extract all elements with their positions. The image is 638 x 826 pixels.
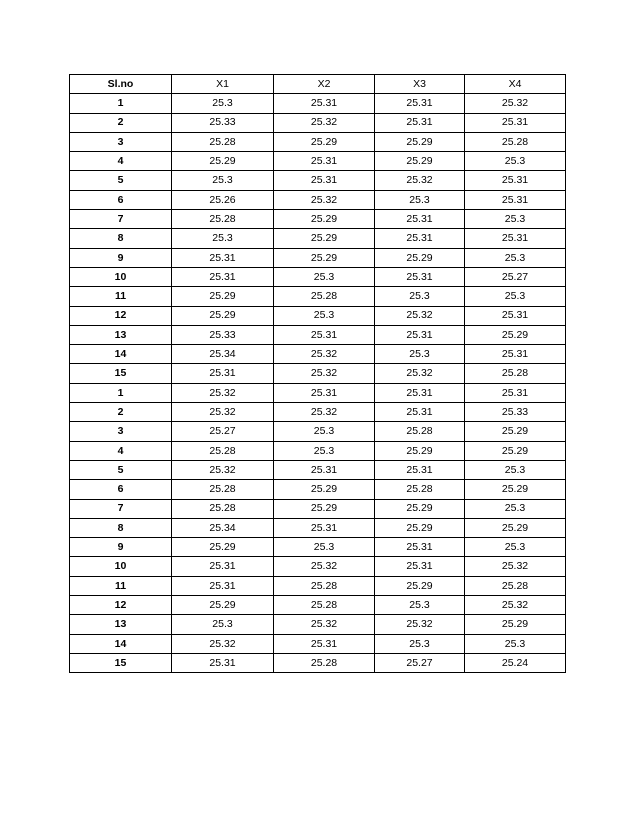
table-cell-x3: 25.31 — [375, 538, 465, 557]
table-cell-slno: 6 — [70, 190, 172, 209]
table-cell-x4: 25.31 — [465, 229, 566, 248]
table-cell-x1: 25.29 — [172, 596, 274, 615]
table-cell-x3: 25.31 — [375, 210, 465, 229]
table-cell-x4: 25.31 — [465, 345, 566, 364]
table-cell-x2: 25.29 — [274, 499, 375, 518]
table-cell-x3: 25.29 — [375, 518, 465, 537]
table-cell-x1: 25.31 — [172, 557, 274, 576]
table-row — [70, 306, 566, 325]
table-cell-x3: 25.3 — [375, 596, 465, 615]
table-cell-x3: 25.3 — [375, 345, 465, 364]
table-cell-slno: 12 — [70, 596, 172, 615]
table-cell-x3: 25.31 — [375, 325, 465, 344]
table-cell-x2: 25.3 — [274, 538, 375, 557]
table-cell-x2: 25.31 — [274, 383, 375, 402]
table-row — [70, 325, 566, 344]
table-cell-x3: 25.32 — [375, 306, 465, 325]
table-cell-slno: 2 — [70, 403, 172, 422]
table-row — [70, 422, 566, 441]
column-header-x3: X3 — [375, 75, 465, 94]
table-cell-x3: 25.31 — [375, 460, 465, 479]
column-header-slno: Sl.no — [70, 75, 172, 94]
table-cell-x2: 25.31 — [274, 634, 375, 653]
table-cell-x1: 25.29 — [172, 538, 274, 557]
table-cell-x1: 25.32 — [172, 383, 274, 402]
column-header-x1: X1 — [172, 75, 274, 94]
table-cell-x4: 25.31 — [465, 171, 566, 190]
table-cell-x3: 25.29 — [375, 132, 465, 151]
table-cell-slno: 9 — [70, 248, 172, 267]
table-cell-x1: 25.32 — [172, 460, 274, 479]
table-cell-x4: 25.29 — [465, 518, 566, 537]
table-row — [70, 538, 566, 557]
table-row — [70, 113, 566, 132]
table-cell-x4: 25.29 — [465, 422, 566, 441]
table-cell-x1: 25.27 — [172, 422, 274, 441]
table-cell-x2: 25.28 — [274, 576, 375, 595]
table-cell-x2: 25.32 — [274, 364, 375, 383]
table-cell-x4: 25.29 — [465, 325, 566, 344]
table-cell-x1: 25.3 — [172, 229, 274, 248]
table-cell-x1: 25.3 — [172, 615, 274, 634]
table-cell-x1: 25.26 — [172, 190, 274, 209]
table-cell-x2: 25.31 — [274, 518, 375, 537]
table-cell-x4: 25.3 — [465, 248, 566, 267]
table-cell-slno: 9 — [70, 538, 172, 557]
table-cell-slno: 7 — [70, 499, 172, 518]
table-cell-x3: 25.31 — [375, 403, 465, 422]
table-cell-x1: 25.33 — [172, 325, 274, 344]
table-cell-slno: 1 — [70, 383, 172, 402]
table-row — [70, 152, 566, 171]
table-row — [70, 653, 566, 672]
table-row — [70, 248, 566, 267]
table-cell-x3: 25.29 — [375, 248, 465, 267]
table-row — [70, 132, 566, 151]
table-cell-x3: 25.31 — [375, 94, 465, 113]
table-row — [70, 596, 566, 615]
table-row — [70, 287, 566, 306]
table-row — [70, 267, 566, 286]
table-row — [70, 557, 566, 576]
table-cell-slno: 14 — [70, 345, 172, 364]
table-cell-x2: 25.3 — [274, 422, 375, 441]
table-cell-x3: 25.27 — [375, 653, 465, 672]
table-cell-x2: 25.29 — [274, 210, 375, 229]
table-cell-x1: 25.29 — [172, 306, 274, 325]
table-cell-x2: 25.31 — [274, 152, 375, 171]
table-cell-x4: 25.32 — [465, 94, 566, 113]
table-cell-x2: 25.28 — [274, 653, 375, 672]
table-cell-x4: 25.32 — [465, 557, 566, 576]
table-cell-x1: 25.31 — [172, 267, 274, 286]
table-cell-x1: 25.31 — [172, 364, 274, 383]
table-cell-slno: 3 — [70, 132, 172, 151]
table-header-row — [70, 75, 566, 94]
table-cell-x2: 25.32 — [274, 113, 375, 132]
table-cell-x4: 25.29 — [465, 480, 566, 499]
table-cell-slno: 13 — [70, 615, 172, 634]
table-cell-x4: 25.31 — [465, 383, 566, 402]
table-cell-x4: 25.3 — [465, 152, 566, 171]
table-cell-x1: 25.34 — [172, 518, 274, 537]
table-row — [70, 190, 566, 209]
table-cell-slno: 8 — [70, 518, 172, 537]
table-cell-x2: 25.32 — [274, 557, 375, 576]
table-cell-x2: 25.28 — [274, 287, 375, 306]
table-cell-x1: 25.3 — [172, 94, 274, 113]
table-cell-x1: 25.32 — [172, 403, 274, 422]
table-cell-slno: 5 — [70, 460, 172, 479]
table-cell-x1: 25.28 — [172, 210, 274, 229]
table-cell-x1: 25.31 — [172, 653, 274, 672]
table-cell-x2: 25.3 — [274, 267, 375, 286]
table-cell-x4: 25.31 — [465, 306, 566, 325]
table-cell-x4: 25.31 — [465, 190, 566, 209]
table-cell-slno: 15 — [70, 364, 172, 383]
table-cell-x4: 25.3 — [465, 634, 566, 653]
table-cell-x3: 25.3 — [375, 287, 465, 306]
table-cell-x4: 25.28 — [465, 576, 566, 595]
table-cell-x3: 25.29 — [375, 499, 465, 518]
table-cell-x3: 25.31 — [375, 113, 465, 132]
table-cell-x1: 25.29 — [172, 287, 274, 306]
table-cell-slno: 11 — [70, 576, 172, 595]
table-cell-x3: 25.31 — [375, 229, 465, 248]
table-cell-x2: 25.3 — [274, 441, 375, 460]
table-cell-x2: 25.32 — [274, 403, 375, 422]
table-cell-x4: 25.28 — [465, 364, 566, 383]
table-cell-slno: 14 — [70, 634, 172, 653]
table-row — [70, 345, 566, 364]
table-cell-x1: 25.34 — [172, 345, 274, 364]
table-row — [70, 210, 566, 229]
table-cell-x3: 25.31 — [375, 383, 465, 402]
table-cell-x2: 25.32 — [274, 190, 375, 209]
table-cell-x1: 25.33 — [172, 113, 274, 132]
table-cell-x2: 25.3 — [274, 306, 375, 325]
table-cell-x4: 25.3 — [465, 287, 566, 306]
table-row — [70, 634, 566, 653]
table-cell-x3: 25.32 — [375, 171, 465, 190]
table-cell-slno: 10 — [70, 267, 172, 286]
table-cell-x4: 25.3 — [465, 460, 566, 479]
table-cell-x4: 25.28 — [465, 132, 566, 151]
table-cell-slno: 3 — [70, 422, 172, 441]
table-row — [70, 615, 566, 634]
table-cell-x3: 25.32 — [375, 615, 465, 634]
table-row — [70, 499, 566, 518]
table-cell-x2: 25.32 — [274, 615, 375, 634]
table-cell-x3: 25.31 — [375, 557, 465, 576]
table-cell-x3: 25.29 — [375, 576, 465, 595]
table-row — [70, 576, 566, 595]
column-header-x4: X4 — [465, 75, 566, 94]
table-cell-x4: 25.24 — [465, 653, 566, 672]
table-cell-x3: 25.28 — [375, 422, 465, 441]
table-cell-x2: 25.31 — [274, 460, 375, 479]
table-cell-x1: 25.28 — [172, 441, 274, 460]
table-row — [70, 383, 566, 402]
table-cell-x4: 25.32 — [465, 596, 566, 615]
table-row — [70, 364, 566, 383]
table-row — [70, 229, 566, 248]
table-cell-x4: 25.3 — [465, 538, 566, 557]
table-row — [70, 441, 566, 460]
table-cell-slno: 6 — [70, 480, 172, 499]
table-cell-x4: 25.31 — [465, 113, 566, 132]
column-header-x2: X2 — [274, 75, 375, 94]
table-cell-x1: 25.31 — [172, 248, 274, 267]
table-body — [70, 94, 566, 673]
table-row — [70, 94, 566, 113]
table-row — [70, 480, 566, 499]
table-cell-x4: 25.27 — [465, 267, 566, 286]
table-cell-x3: 25.29 — [375, 441, 465, 460]
table-cell-x3: 25.32 — [375, 364, 465, 383]
table-cell-slno: 7 — [70, 210, 172, 229]
table-cell-x3: 25.28 — [375, 480, 465, 499]
measurements-table — [69, 74, 566, 673]
table-cell-x3: 25.3 — [375, 190, 465, 209]
table-cell-x1: 25.28 — [172, 480, 274, 499]
table-cell-slno: 1 — [70, 94, 172, 113]
table-cell-x1: 25.31 — [172, 576, 274, 595]
table-cell-slno: 4 — [70, 441, 172, 460]
table-cell-slno: 4 — [70, 152, 172, 171]
table-cell-x1: 25.32 — [172, 634, 274, 653]
table-cell-x3: 25.31 — [375, 267, 465, 286]
table-row — [70, 460, 566, 479]
table-cell-x1: 25.29 — [172, 152, 274, 171]
table-cell-slno: 13 — [70, 325, 172, 344]
table-cell-x4: 25.29 — [465, 615, 566, 634]
table-row — [70, 171, 566, 190]
table-row — [70, 518, 566, 537]
table-row — [70, 403, 566, 422]
table-cell-x2: 25.31 — [274, 171, 375, 190]
table-cell-x2: 25.29 — [274, 132, 375, 151]
table-cell-x1: 25.3 — [172, 171, 274, 190]
table-cell-x2: 25.29 — [274, 480, 375, 499]
table-cell-slno: 5 — [70, 171, 172, 190]
table-cell-x1: 25.28 — [172, 499, 274, 518]
table-cell-x4: 25.29 — [465, 441, 566, 460]
table-cell-x3: 25.29 — [375, 152, 465, 171]
table-cell-slno: 10 — [70, 557, 172, 576]
table-cell-x4: 25.3 — [465, 499, 566, 518]
table-cell-x2: 25.29 — [274, 248, 375, 267]
table-cell-x2: 25.31 — [274, 94, 375, 113]
table-cell-slno: 12 — [70, 306, 172, 325]
table-cell-x1: 25.28 — [172, 132, 274, 151]
table-cell-slno: 15 — [70, 653, 172, 672]
table-cell-slno: 11 — [70, 287, 172, 306]
table-cell-x2: 25.31 — [274, 325, 375, 344]
table-cell-x2: 25.28 — [274, 596, 375, 615]
table-cell-slno: 2 — [70, 113, 172, 132]
table-cell-slno: 8 — [70, 229, 172, 248]
table-cell-x2: 25.29 — [274, 229, 375, 248]
table-cell-x4: 25.33 — [465, 403, 566, 422]
table-cell-x2: 25.32 — [274, 345, 375, 364]
table-cell-x3: 25.3 — [375, 634, 465, 653]
table-cell-x4: 25.3 — [465, 210, 566, 229]
